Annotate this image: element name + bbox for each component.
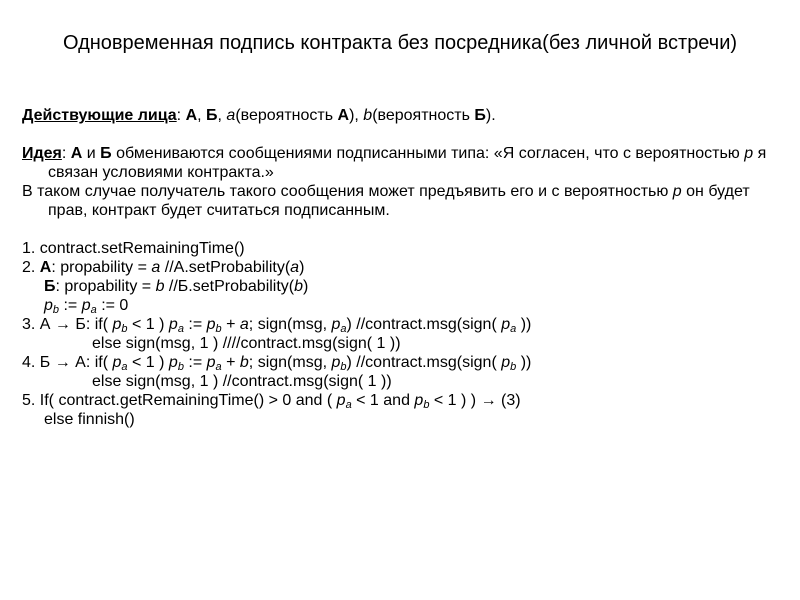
step-4: 4. Б → А: if( $p_a < 1$ ) $p_b$ := $p_a + b$; sign(msg, $p_b$) //contract.msg(sign( $p_b$ )) <box>22 354 532 373</box>
actors-line: Действующие лица: А, Б, a(вероятность А), b(вероятность Б). <box>22 107 496 124</box>
step-3-else: else sign(msg, 1 ) ////contract.msg(sign( 1 )) <box>92 335 401 352</box>
step-3: 3. А → Б: if( $p_b < 1$ ) $p_a$ := $p_b + a$; sign(msg, $p_a$) //contract.msg(sign( $p_a$ )) <box>22 316 532 335</box>
step-5: 5. If( contract.getRemainingTime() > 0 and ( $p_a < 1$ and $p_b < 1$ ) ) → (3) <box>22 392 521 411</box>
step-2: 2. А: propability = a //A.setProbability(a) <box>22 259 305 276</box>
idea-label: Идея <box>22 145 62 162</box>
slide-title: Одновременная подпись контракта без посредника(без личной встречи) <box>62 32 738 54</box>
step-5-else: else finnish() <box>44 411 135 428</box>
step-2b: Б: propability = b //Б.setProbability(b) <box>44 278 309 295</box>
idea-paragraph: Идея: А и Б обмениваются сообщениями подписанными типа: «Я согласен, что с вероятностью p я связан условиями контракта.» <box>22 145 767 181</box>
actors-label: Действующие лица <box>22 107 177 124</box>
step-2c: $p_b$ := $p_a$ := 0 <box>44 297 129 316</box>
step-4-else: else sign(msg, 1 ) //contract.msg(sign( 1 )) <box>92 373 392 390</box>
slide-body <box>22 106 782 429</box>
case-paragraph: В таком случае получатель такого сообщения может предъявить его и с вероятностью p он будет прав, контракт будет считаться подписанным. <box>22 183 750 219</box>
step-1: 1. contract.setRemainingTime() <box>22 240 245 257</box>
